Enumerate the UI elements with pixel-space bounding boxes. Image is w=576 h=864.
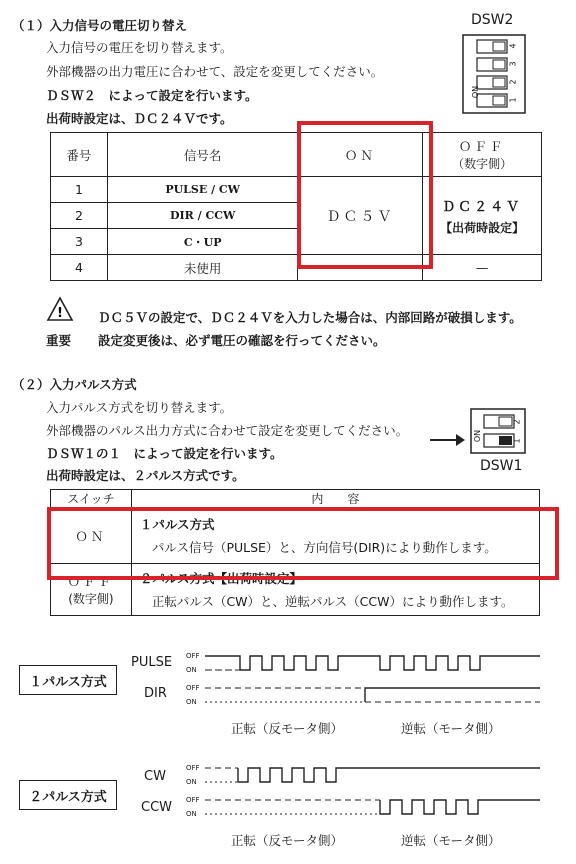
d1-dir-wave bbox=[365, 688, 540, 702]
section2-line-1: 入力パルス方式を切り替えます。 bbox=[46, 400, 233, 415]
row-off-title: ２パルス方式【出荷時設定】 bbox=[139, 571, 302, 586]
row-3-signal: C・UP bbox=[107, 229, 298, 255]
header-switch: スイッチ bbox=[51, 490, 132, 508]
header-off-sub: （数字側） bbox=[452, 157, 513, 171]
d2-ccw-on: ON bbox=[186, 810, 197, 818]
dsw1-label: DSW1 bbox=[480, 458, 523, 474]
dsw2-on-label: ON bbox=[471, 85, 481, 99]
row-2-no: 2 bbox=[51, 203, 108, 229]
row-2-signal: DIR / CCW bbox=[107, 203, 298, 229]
row-on-desc: パルス信号（PULSE）と、方向信号(DIR)により動作します。 bbox=[151, 540, 497, 555]
row-off-switch-sub: (数字側) bbox=[68, 592, 114, 606]
dsw1-num-2: 2 bbox=[512, 419, 522, 425]
d2-cw-on: ON bbox=[186, 778, 197, 786]
header-number: 番号 bbox=[51, 133, 108, 177]
diagram2-signal-ccw: CCW bbox=[141, 800, 173, 815]
section1-line-3: ＤＳＷ２ によって設定を行います。 bbox=[46, 88, 258, 103]
row-4-on: — bbox=[298, 255, 423, 281]
dsw2-label: DSW2 bbox=[471, 12, 514, 28]
d2-cw-wave bbox=[238, 768, 540, 782]
svg-text:!: ! bbox=[57, 306, 63, 321]
dsw1-num-1: 1 bbox=[512, 438, 522, 444]
header-signal: 信号名 bbox=[107, 133, 298, 177]
d1-dir-off: OFF bbox=[186, 684, 200, 692]
important-label: 重要 bbox=[46, 333, 72, 348]
row-on-title: １パルス方式 bbox=[139, 517, 215, 532]
row-4-signal: 未使用 bbox=[107, 255, 298, 281]
diagram2-title: ２パルス方式 bbox=[19, 780, 117, 810]
dsw1-on-label: ON bbox=[473, 429, 483, 443]
diagram1-reverse-label: 逆転（モータ側） bbox=[401, 721, 501, 736]
section1-line-2: 外部機器の出力電圧に合わせて、設定を変更してください。 bbox=[46, 64, 384, 79]
row-1-no: 1 bbox=[51, 177, 108, 203]
dsw2-num-3: 3 bbox=[508, 61, 518, 67]
diagram2-reverse-label: 逆転（モータ側） bbox=[401, 833, 501, 848]
section1-line-1: 入力信号の電圧を切り替えます。 bbox=[46, 40, 233, 55]
row-4-off: — bbox=[423, 255, 542, 281]
header-off: ＯＦＦ （数字側） bbox=[423, 133, 542, 177]
section2-line-3: ＤＳＷ１の１ によって設定を行います。 bbox=[46, 446, 283, 461]
diagram2-forward-label: 正転（反モータ側） bbox=[231, 833, 344, 848]
section1-line-4: 出荷時設定は、ＤＣ２４Ｖです。 bbox=[46, 111, 233, 126]
row-1-signal: PULSE / CW bbox=[107, 177, 298, 203]
on-merged-cell: ＤＣ５Ｖ bbox=[298, 177, 423, 255]
section2-line-2: 外部機器のパルス出力方式に合わせて設定を変更してください。 bbox=[46, 423, 409, 438]
section2-heading: （２）入力パルス方式 bbox=[12, 377, 137, 392]
dsw2-num-4: 4 bbox=[508, 43, 518, 49]
dsw2-num-2: 2 bbox=[508, 79, 518, 85]
row-off-switch: ＯＦＦ (数字側) bbox=[51, 564, 132, 616]
d2-ccw-off: OFF bbox=[186, 796, 200, 804]
diagram2-signal-cw: CW bbox=[144, 769, 166, 784]
d1-dir-on: ON bbox=[186, 698, 197, 706]
d1-pulse-off: OFF bbox=[186, 652, 200, 660]
diagram1-forward-label: 正転（反モータ側） bbox=[231, 721, 344, 736]
dsw2-num-1: 1 bbox=[508, 97, 518, 103]
d2-cw-off: OFF bbox=[186, 764, 200, 772]
diagram1-signal-dir: DIR bbox=[144, 686, 167, 701]
important-text: 設定変更後は、必ず電圧の確認を行ってください。 bbox=[98, 333, 386, 348]
header-content: 内 容 bbox=[131, 490, 539, 508]
d1-pulse-on: ON bbox=[186, 666, 197, 674]
diagram1-title: １パルス方式 bbox=[19, 665, 117, 695]
section2-line-4: 出荷時設定は、２パルス方式です。 bbox=[46, 468, 245, 483]
off-merged-cell: ＤＣ２４Ｖ 【出荷時設定】 bbox=[423, 177, 542, 255]
header-on: ＯＮ bbox=[298, 133, 423, 177]
off-merged-note: 【出荷時設定】 bbox=[440, 220, 525, 235]
row-on-switch: ＯＮ bbox=[51, 508, 132, 564]
row-off-desc: 正転パルス（CW）と、逆転パルス（CCW）により動作します。 bbox=[151, 594, 514, 609]
section1-heading: （１）入力信号の電圧切り替え bbox=[12, 18, 188, 33]
d2-ccw-wave bbox=[380, 800, 540, 814]
d1-pulse-wave bbox=[205, 656, 540, 670]
row-4-no: 4 bbox=[51, 255, 108, 281]
row-3-no: 3 bbox=[51, 229, 108, 255]
diagram1-signal-pulse: PULSE bbox=[131, 655, 173, 670]
warning-text: ＤＣ５Ｖの設定で、ＤＣ２４Ｖを入力した場合は、内部回路が破損します。 bbox=[98, 310, 522, 325]
